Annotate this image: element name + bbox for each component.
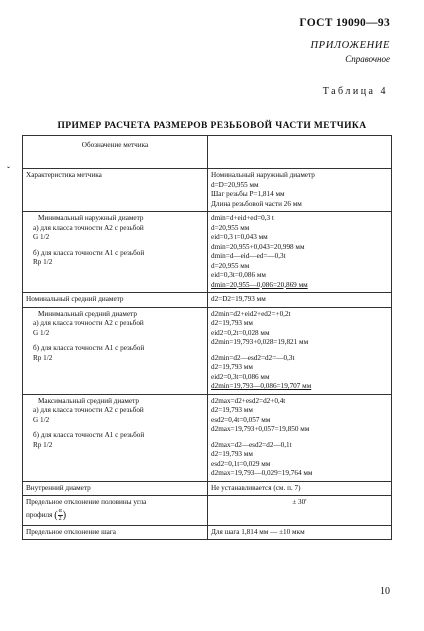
value-line: dmin=20,955+0,043=20,998 мм — [211, 242, 305, 251]
label-line: G 1/2 — [33, 328, 50, 337]
table-row — [23, 481, 392, 496]
row-label — [23, 394, 208, 481]
table-row — [23, 307, 392, 394]
label-line: б) для класса точности А1 с резьбой — [33, 431, 145, 439]
value-line: dmin=d—eid—ed=—0,3t — [211, 252, 286, 260]
value-line: Шаг резьбы P=1,814 мм — [211, 190, 285, 198]
row-values — [208, 169, 392, 212]
value-line: d2max=d2+esd2=d2+0,4t — [211, 396, 286, 405]
row-label: Номинальный средний диаметр — [23, 293, 208, 308]
label-line: б) для класса точности А1 с резьбой — [33, 344, 145, 352]
value-line: Номинальный наружный диаметр — [211, 171, 315, 179]
label-text: профиля — [26, 510, 53, 519]
value-line: dmin=d+eid+ed=0,3 t — [211, 214, 274, 222]
value-line: d2=19,793 мм — [211, 406, 253, 414]
appendix-title: ПРИЛОЖЕНИЕ — [310, 40, 390, 51]
table-row — [23, 169, 392, 212]
label-line: профиля ( $\frac{\alpha}{2}$ ) — [26, 507, 67, 522]
value-line: eid2=0,3t=0,086 мм — [211, 372, 270, 381]
row-label: Внутренний диаметр — [23, 481, 208, 496]
table-row — [23, 212, 392, 293]
table-row — [23, 496, 392, 526]
label-line: Предельное отклонение половины угла — [26, 498, 147, 506]
value-line: d2max=19,793+0,057=19,850 мм — [211, 425, 310, 433]
fraction-numerator: α — [58, 507, 62, 514]
label-line: а) для класса точности А2 с резьбой — [33, 223, 144, 232]
label-line: Минимальный наружный диаметр — [38, 214, 144, 222]
row-value: Для шага 1,814 мм — ±10 мкм — [208, 525, 392, 540]
label-line: Rp 1/2 — [33, 440, 53, 449]
table-header-row — [23, 136, 392, 169]
value-line: d2=19,793 мм — [211, 363, 253, 371]
label-line: G 1/2 — [33, 233, 50, 241]
label-line: Rp 1/2 — [33, 258, 53, 266]
label-line: а) для класса точности А2 с резьбой — [33, 406, 144, 414]
row-value: ± 30′ — [208, 496, 392, 526]
value-line: d2max=19,793—0,029=19,764 мм — [211, 469, 313, 477]
row-label — [23, 307, 208, 394]
label-line: Максимальный средний диаметр — [38, 396, 139, 405]
standard-header: ГОСТ 19090—93 — [299, 17, 390, 29]
document-title: ПРИМЕР РАСЧЕТА РАЗМЕРОВ РЕЗЬБОВОЙ ЧАСТИ МЕТЧИКА — [57, 121, 367, 131]
row-label: Характеристика метчика — [23, 169, 208, 212]
margin-mark: ˇ — [7, 165, 10, 175]
row-label — [23, 212, 208, 293]
value-line: d=D=20,955 мм — [211, 180, 259, 189]
calculation-table — [22, 135, 392, 540]
value-line: d2min=19,793+0,028=19,821 мм — [211, 338, 309, 346]
value-line: d2min=d2—esd2=d2=—0,3t — [211, 353, 295, 362]
label-line: Минимальный средний диаметр — [38, 309, 137, 318]
row-label — [23, 496, 208, 526]
row-values — [208, 307, 392, 394]
value-line: eid=0,3 t=0,043 мм — [211, 233, 268, 241]
column-header-empty — [208, 136, 392, 169]
table-label: Таблица 4 — [322, 86, 388, 97]
column-header: Обозначение метчика — [23, 136, 208, 169]
label-line: G 1/2 — [33, 415, 50, 424]
fraction-denominator: 2 — [58, 515, 62, 522]
value-line: d2max=d2—esd2=d2—0,1t — [211, 440, 292, 449]
value-line: d2min=d2+eid2+ed2=+0,2t — [211, 309, 291, 318]
row-value: Не устанавливается (см. п. 7) — [208, 481, 392, 496]
table-row — [23, 394, 392, 481]
value-line: dmin=20,955—0,086=20,869 мм — [211, 280, 308, 289]
label-line: а) для класса точности А2 с резьбой — [33, 319, 144, 327]
value-line: eid2=0,2t=0,028 мм — [211, 328, 270, 337]
label-line: Rp 1/2 — [33, 353, 53, 362]
label-line: б) для класса точности А1 с резьбой — [33, 248, 145, 257]
value-line: d2min=19,793—0,086=19,707 мм — [211, 382, 312, 390]
row-values — [208, 394, 392, 481]
value-line: d=20,955 мм — [211, 223, 250, 232]
value-line: esd2=0,1t=0,029 мм — [211, 459, 271, 468]
row-label: Предельное отклонение шага — [23, 525, 208, 540]
value-line: d=20,955 мм — [211, 261, 250, 270]
table-row — [23, 293, 392, 308]
row-value: d2=D2=19,793 мм — [208, 293, 392, 308]
value-line: esd2=0,4t=0,057 мм — [211, 415, 271, 424]
value-line: eid=0,3t=0,086 мм — [211, 271, 266, 279]
value-line: d2=19,793 мм — [211, 450, 253, 458]
table-row — [23, 525, 392, 540]
appendix-subtitle: Справочное — [345, 54, 390, 64]
value-line: Длина резьбовой части 26 мм — [211, 199, 302, 208]
value-line: d2=19,793 мм — [211, 319, 253, 327]
row-values — [208, 212, 392, 293]
page-number: 10 — [380, 586, 390, 597]
